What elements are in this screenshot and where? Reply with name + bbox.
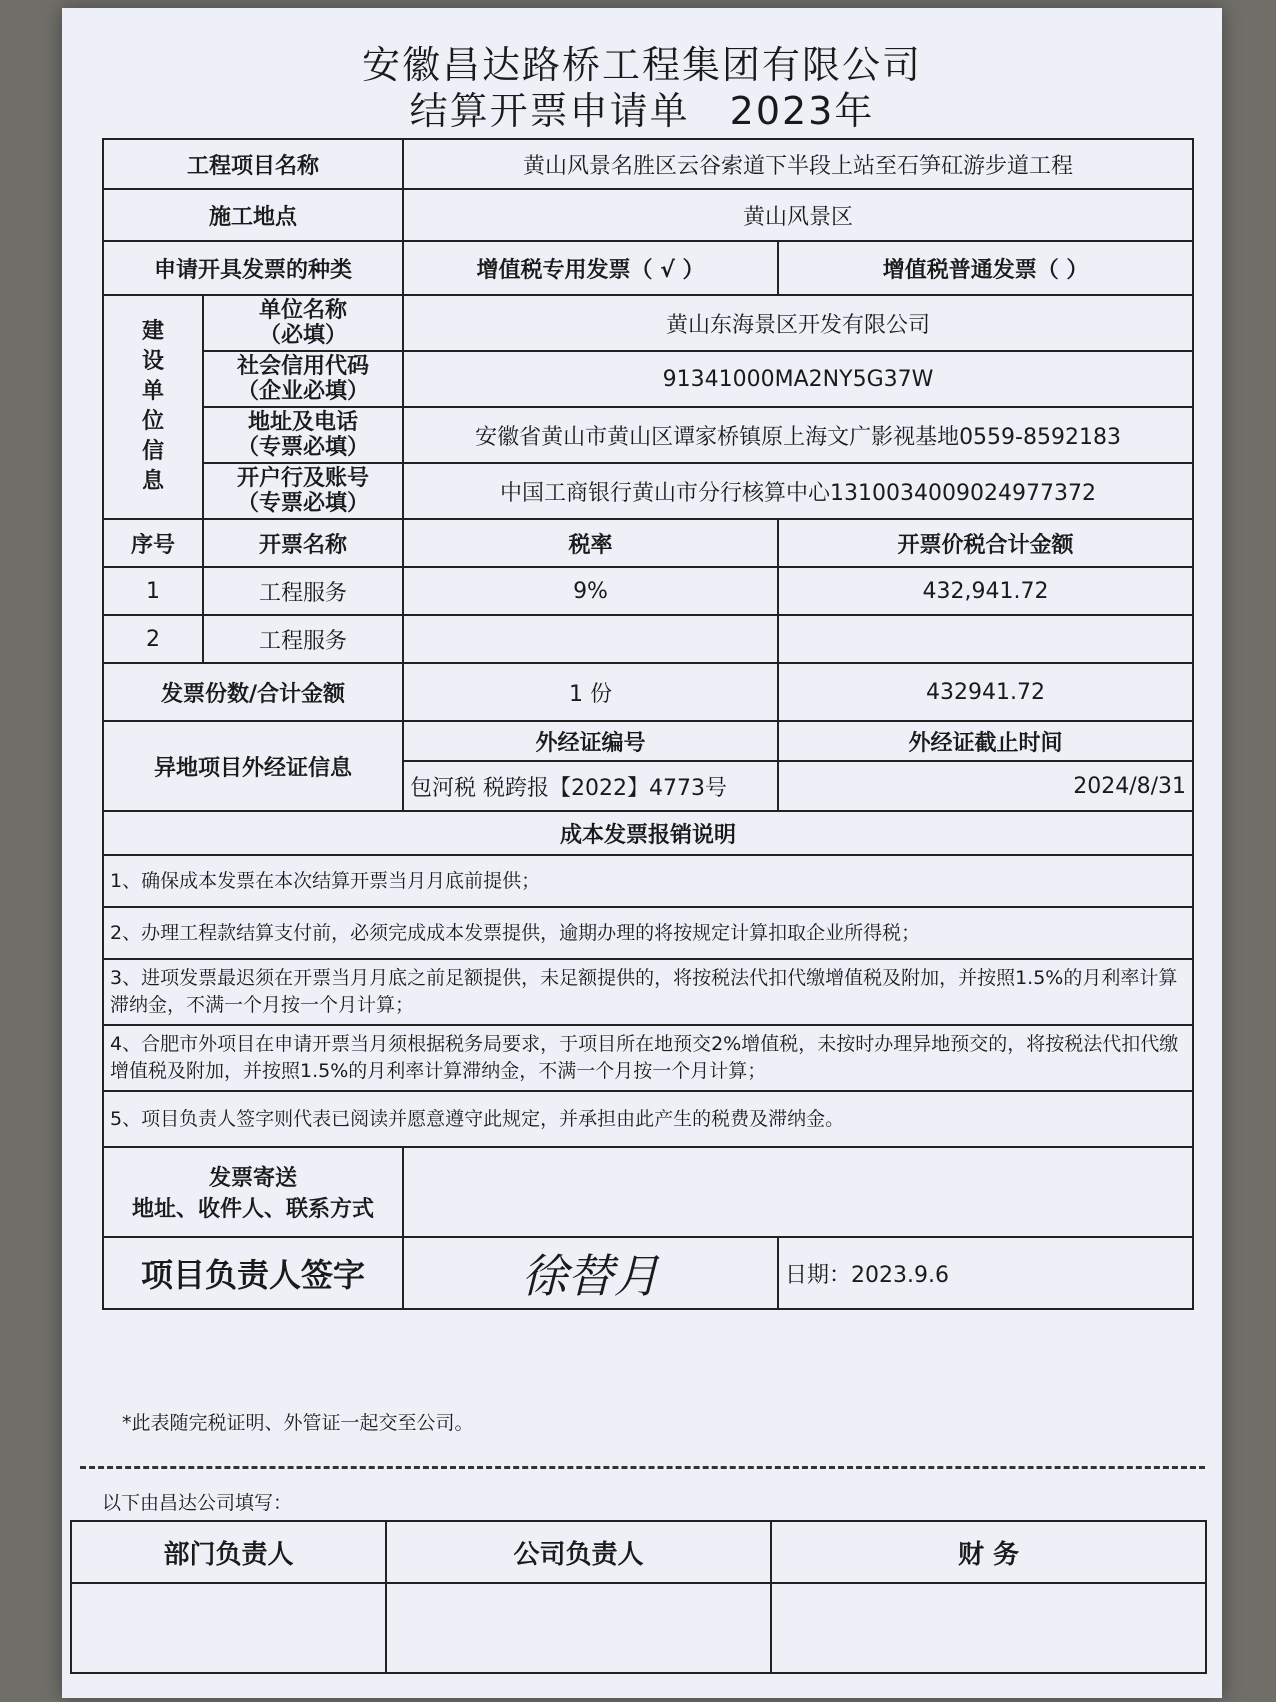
signature-label: 项目负责人签字 [103,1237,403,1309]
invoice-type-special: 增值税专用发票（ √ ） [403,241,778,295]
item-no: 1 [103,567,203,615]
dept-head-label: 部门负责人 [71,1521,386,1583]
handwritten-signature: 徐替月 [403,1237,778,1309]
credit-code-label [203,351,403,407]
credit-code-note: （企业必填） [237,379,370,404]
item-amount: 432,941.72 [778,567,1193,615]
company-head-label: 公司负责人 [386,1521,771,1583]
company-name: 安徽昌达路桥工程集团有限公司 [361,43,922,87]
form-paper [62,8,1222,1698]
address-label-text: 地址及电话 [248,410,359,435]
item-rate: 9% [403,567,778,615]
external-cert-no-value: 包河税 税跨报【2022】4773号 [403,761,778,811]
item-amount [778,615,1193,663]
totals-amount: 432941.72 [778,663,1193,721]
external-cert-deadline-label: 外经证截止时间 [778,721,1193,761]
date-value: 2023.9.6 [851,1262,949,1288]
dashed-divider [80,1466,1205,1469]
company-fill-note: 以下由昌达公司填写： [102,1492,293,1514]
table-row [103,567,1193,615]
totals-label: 发票份数/合计金额 [103,663,403,721]
location-value: 黄山风景区 [403,189,1193,241]
address-note: （专票必填） [237,435,370,460]
mailing-label-line2: 地址、收件人、联系方式 [132,1197,375,1222]
external-cert-label: 异地项目外经证信息 [103,721,403,811]
builder-section-char: 息 [141,469,164,494]
col-rate-header: 税率 [403,519,778,567]
item-name: 工程服务 [203,567,403,615]
mailing-label-line1: 发票寄送 [209,1166,298,1191]
col-amount-header: 开票价税合计金额 [778,519,1193,567]
company-approval-table [70,1520,1207,1674]
company-head-sign-cell [386,1583,771,1673]
invoice-type-label: 申请开具发票的种类 [103,241,403,295]
totals-count: 1 份 [403,663,778,721]
col-no-header: 序号 [103,519,203,567]
form-title-text: 结算开票申请单 [409,89,690,133]
bank-value: 中国工商银行黄山市分行核算中心1310034009024977372 [403,463,1193,519]
builder-section-char: 信 [141,439,164,464]
unit-name-value: 黄山东海景区开发有限公司 [403,295,1193,351]
col-name-header: 开票名称 [203,519,403,567]
cost-note-item: 2、办理工程款结算支付前，必须完成成本发票提供，逾期办理的将按规定计算扣取企业所得税； [103,907,1193,959]
finance-sign-cell [771,1583,1206,1673]
unit-name-note: （必填） [259,323,348,348]
bank-note: （专票必填） [237,491,370,516]
bank-label [203,463,403,519]
cost-note-item: 1、确保成本发票在本次结算开票当月月底前提供； [103,855,1193,907]
unit-name-label [203,295,403,351]
cost-note-item: 4、合肥市外项目在申请开票当月须根据税务局要求，于项目所在地预交2%增值税，未按时办理异地预交的，将按税法代扣代缴增值税及附加，并按照1.5%的月利率计算滞纳金，不满一个月按一个月计算； [103,1025,1193,1091]
item-rate [403,615,778,663]
table-row [103,615,1193,663]
unit-name-label-text: 单位名称 [259,298,348,323]
builder-section-char: 单 [141,379,164,404]
address-label [203,407,403,463]
address-value: 安徽省黄山市黄山区谭家桥镇原上海文广影视基地0559-8592183 [403,407,1193,463]
external-cert-no-label: 外经证编号 [403,721,778,761]
cost-notes-title: 成本发票报销说明 [103,811,1193,855]
project-name-value: 黄山风景名胜区云谷索道下半段上站至石笋矼游步道工程 [403,139,1193,189]
application-table [102,138,1194,1310]
bank-label-text: 开户行及账号 [237,466,370,491]
location-label: 施工地点 [103,189,403,241]
item-name: 工程服务 [203,615,403,663]
cost-note-item: 3、进项发票最迟须在开票当月月底之前足额提供，未足额提供的，将按税法代扣代缴增值税及附加，并按照1.5%的月利率计算滞纳金，不满一个月按一个月计算； [103,959,1193,1025]
project-name-label: 工程项目名称 [103,139,403,189]
mailing-label [103,1147,403,1237]
cost-note-item: 5、项目负责人签字则代表已阅读并愿意遵守此规定，并承担由此产生的税费及滞纳金。 [103,1091,1193,1147]
signature-date [778,1237,1193,1309]
external-cert-deadline-value: 2024/8/31 [778,761,1193,811]
credit-code-value: 91341000MA2NY5G37W [403,351,1193,407]
item-no: 2 [103,615,203,663]
builder-section-char: 位 [141,409,164,434]
credit-code-label-text: 社会信用代码 [237,354,370,379]
builder-section-char: 建 [141,319,164,344]
form-year: 2023年 [729,89,875,133]
invoice-type-ordinary: 增值税普通发票（ ） [778,241,1193,295]
dept-head-sign-cell [71,1583,386,1673]
form-title [62,80,1222,135]
finance-label: 财 务 [771,1521,1206,1583]
mailing-value [403,1147,1193,1237]
builder-section-char: 设 [141,349,164,374]
builder-section-label [103,295,203,519]
date-label: 日期： [785,1262,852,1288]
footnote: *此表随完税证明、外管证一起交至公司。 [122,1412,474,1434]
